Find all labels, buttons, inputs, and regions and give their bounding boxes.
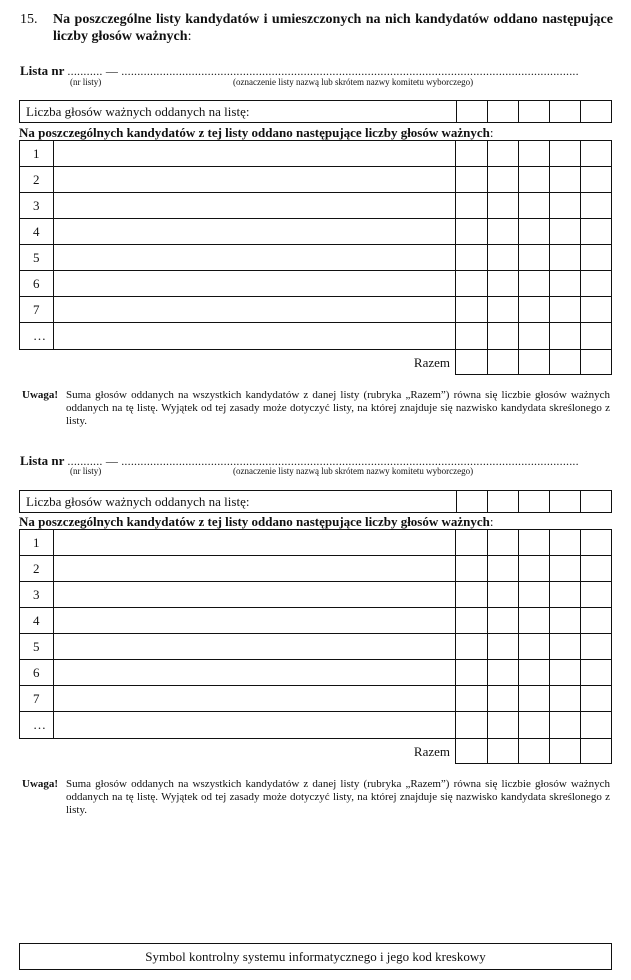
row-cells (455, 323, 611, 349)
digit-cell[interactable] (518, 349, 549, 374)
digit-cell[interactable] (487, 491, 518, 512)
digit-cell[interactable] (549, 686, 580, 711)
digit-cell[interactable] (518, 634, 549, 659)
digit-cell[interactable] (456, 167, 487, 192)
digit-cell[interactable] (518, 660, 549, 685)
digit-cell[interactable] (487, 582, 518, 607)
digit-cell[interactable] (487, 245, 518, 270)
digit-cell[interactable] (456, 323, 487, 349)
row-cells (455, 167, 611, 192)
digit-cell[interactable] (456, 738, 487, 763)
digit-cell[interactable] (456, 582, 487, 607)
digit-cell[interactable] (549, 101, 580, 122)
lista-nr-field[interactable]: ........... — ............................................................................................................................................... (67, 64, 579, 78)
oznaczenie-listy-hint: (oznaczenie listy nazwą lub skrótem nazwy komitetu wyborczego) (233, 466, 474, 476)
row-number: 3 (20, 582, 54, 607)
table-row (20, 297, 611, 323)
digit-cell[interactable] (487, 101, 518, 122)
digit-cell[interactable] (549, 141, 580, 166)
digit-cell[interactable] (456, 219, 487, 244)
digit-cell[interactable] (549, 530, 580, 555)
row-cells (455, 271, 611, 296)
digit-cell[interactable] (580, 323, 611, 349)
digit-cell[interactable] (456, 530, 487, 555)
digit-cell[interactable] (487, 271, 518, 296)
row-number: 6 (20, 271, 54, 296)
row-cells (455, 245, 611, 270)
digit-cell[interactable] (518, 219, 549, 244)
digit-cell[interactable] (456, 712, 487, 738)
table-row (20, 634, 611, 660)
digit-cell[interactable] (580, 271, 611, 296)
lista-nr-label: Lista nr (20, 63, 65, 78)
digit-cell[interactable] (549, 608, 580, 633)
table-row (20, 245, 611, 271)
uwaga-text: Suma głosów oddanych na wszystkich kandydatów z danej listy (rubryka „Razem”) równa się liczbie głosów ważnych oddanych na tę listę. Wyjątek od tej zasady może dotyczyć listy, na której znajduje się nazwisko kandydata skreślonego z listy. (66, 389, 610, 427)
digit-cell[interactable] (456, 193, 487, 218)
digit-cell[interactable] (487, 193, 518, 218)
digit-cell[interactable] (487, 530, 518, 555)
candidates-title: Na poszczególnych kandydatów z tej listy oddano następujące liczby głosów ważnych: (19, 514, 494, 529)
digit-cell[interactable] (487, 323, 518, 349)
digit-cell[interactable] (580, 101, 611, 122)
digit-cell[interactable] (580, 608, 611, 633)
candidates-table (19, 140, 612, 350)
digit-cell[interactable] (456, 660, 487, 685)
row-cells (455, 712, 611, 738)
row-number: 2 (20, 167, 54, 192)
row-number: 3 (20, 193, 54, 218)
digit-cell[interactable] (518, 193, 549, 218)
table-row (20, 712, 611, 738)
digit-cell[interactable] (487, 141, 518, 166)
digit-cell[interactable] (580, 634, 611, 659)
digit-cell[interactable] (518, 141, 549, 166)
row-number: 6 (20, 660, 54, 685)
digit-cell[interactable] (518, 245, 549, 270)
digit-cell[interactable] (549, 271, 580, 296)
digit-cell[interactable] (549, 297, 580, 322)
digit-cell[interactable] (456, 101, 487, 122)
digit-cell[interactable] (518, 582, 549, 607)
nr-listy-hint: (nr listy) (70, 77, 102, 87)
uwaga-label: Uwaga! (22, 778, 59, 790)
digit-cell[interactable] (580, 245, 611, 270)
digit-cell[interactable] (580, 193, 611, 218)
digit-cell[interactable] (549, 582, 580, 607)
digit-cell[interactable] (518, 738, 549, 763)
digit-cell[interactable] (549, 219, 580, 244)
candidates-title: Na poszczególnych kandydatów z tej listy oddano następujące liczby głosów ważnych: (19, 125, 494, 140)
digit-cell[interactable] (487, 167, 518, 192)
row-cells (455, 686, 611, 711)
table-row (20, 219, 611, 245)
digit-cell[interactable] (456, 608, 487, 633)
table-row (20, 193, 611, 219)
row-number: 1 (20, 141, 54, 166)
uwaga-text: Suma głosów oddanych na wszystkich kandydatów z danej listy (rubryka „Razem”) równa się liczbie głosów ważnych oddanych na tę listę. Wyjątek od tej zasady może dotyczyć listy, na której znajduje się nazwisko kandydata skreślonego z listy. (66, 778, 610, 816)
row-number: 4 (20, 608, 54, 633)
uwaga-note (22, 389, 612, 429)
digit-cell[interactable] (518, 101, 549, 122)
liczba-glosow-label: Liczba głosów ważnych oddanych na listę: (26, 494, 250, 509)
lista-nr-field[interactable]: ........... — ............................................................................................................................................... (67, 454, 579, 468)
liczba-glosow-cells (456, 101, 611, 122)
digit-cell[interactable] (487, 608, 518, 633)
digit-cell[interactable] (456, 297, 487, 322)
row-number: … (20, 712, 54, 738)
digit-cell[interactable] (549, 167, 580, 192)
digit-cell[interactable] (518, 491, 549, 512)
digit-cell[interactable] (518, 323, 549, 349)
razem-row (19, 349, 612, 375)
table-row (20, 323, 611, 349)
digit-cell[interactable] (487, 556, 518, 581)
lista-nr-label: Lista nr (20, 453, 65, 468)
digit-cell[interactable] (549, 323, 580, 349)
barcode-symbol-box (19, 943, 612, 970)
digit-cell[interactable] (549, 193, 580, 218)
row-number: 7 (20, 297, 54, 322)
row-cells (455, 634, 611, 659)
digit-cell[interactable] (580, 582, 611, 607)
digit-cell[interactable] (580, 141, 611, 166)
liczba-glosow-row (19, 490, 612, 513)
digit-cell[interactable] (518, 686, 549, 711)
row-cells (455, 582, 611, 607)
digit-cell[interactable] (518, 712, 549, 738)
digit-cell[interactable] (580, 712, 611, 738)
razem-row (19, 738, 612, 764)
candidates-table (19, 529, 612, 739)
row-number: 4 (20, 219, 54, 244)
digit-cell[interactable] (487, 634, 518, 659)
row-cells (455, 660, 611, 685)
digit-cell[interactable] (456, 634, 487, 659)
digit-cell[interactable] (580, 491, 611, 512)
liczba-glosow-row (19, 100, 612, 123)
row-number: 1 (20, 530, 54, 555)
table-row (20, 608, 611, 634)
row-cells (455, 193, 611, 218)
table-row (20, 167, 611, 193)
section-number: 15. (20, 12, 38, 27)
digit-cell[interactable] (580, 219, 611, 244)
digit-cell[interactable] (487, 738, 518, 763)
razem-cells (455, 349, 612, 375)
digit-cell[interactable] (518, 530, 549, 555)
row-number: 5 (20, 634, 54, 659)
digit-cell[interactable] (456, 271, 487, 296)
digit-cell[interactable] (487, 686, 518, 711)
digit-cell[interactable] (518, 297, 549, 322)
uwaga-label: Uwaga! (22, 389, 59, 401)
digit-cell[interactable] (456, 349, 487, 374)
digit-cell[interactable] (456, 245, 487, 270)
row-cells (455, 141, 611, 166)
table-row (20, 141, 611, 167)
digit-cell[interactable] (456, 686, 487, 711)
row-cells (455, 530, 611, 555)
digit-cell[interactable] (456, 556, 487, 581)
digit-cell[interactable] (518, 608, 549, 633)
digit-cell[interactable] (456, 141, 487, 166)
table-row (20, 582, 611, 608)
nr-listy-hint: (nr listy) (70, 466, 102, 476)
razem-cells (455, 738, 612, 764)
row-cells (455, 297, 611, 322)
digit-cell[interactable] (549, 245, 580, 270)
row-cells (455, 556, 611, 581)
barcode-symbol-label: Symbol kontrolny systemu informatycznego i jego kod kreskowy (145, 949, 486, 964)
table-row (20, 660, 611, 686)
digit-cell[interactable] (580, 349, 611, 374)
digit-cell[interactable] (580, 738, 611, 763)
digit-cell[interactable] (487, 219, 518, 244)
row-cells (455, 219, 611, 244)
uwaga-note (22, 778, 612, 818)
digit-cell[interactable] (487, 297, 518, 322)
digit-cell[interactable] (518, 167, 549, 192)
table-row (20, 530, 611, 556)
digit-cell[interactable] (580, 167, 611, 192)
table-row (20, 271, 611, 297)
digit-cell[interactable] (549, 634, 580, 659)
liczba-glosow-cells (456, 491, 611, 512)
digit-cell[interactable] (580, 660, 611, 685)
liczba-glosow-label: Liczba głosów ważnych oddanych na listę: (26, 104, 250, 119)
digit-cell[interactable] (580, 686, 611, 711)
row-cells (455, 608, 611, 633)
digit-cell[interactable] (518, 271, 549, 296)
digit-cell[interactable] (487, 660, 518, 685)
digit-cell[interactable] (549, 660, 580, 685)
row-number: 5 (20, 245, 54, 270)
table-row (20, 556, 611, 582)
oznaczenie-listy-hint: (oznaczenie listy nazwą lub skrótem nazwy komitetu wyborczego) (233, 77, 474, 87)
digit-cell[interactable] (549, 556, 580, 581)
row-number: 7 (20, 686, 54, 711)
digit-cell[interactable] (487, 349, 518, 374)
digit-cell[interactable] (549, 712, 580, 738)
digit-cell[interactable] (580, 556, 611, 581)
digit-cell[interactable] (549, 738, 580, 763)
row-number: … (20, 323, 54, 349)
digit-cell[interactable] (487, 712, 518, 738)
digit-cell[interactable] (580, 530, 611, 555)
razem-label: Razem (413, 744, 450, 759)
digit-cell[interactable] (518, 556, 549, 581)
digit-cell[interactable] (456, 491, 487, 512)
table-row (20, 686, 611, 712)
section-title: Na poszczególne listy kandydatów i umieszczonych na nich kandydatów oddano następujące liczby głosów ważnych: (53, 12, 613, 44)
digit-cell[interactable] (580, 297, 611, 322)
razem-label: Razem (413, 355, 450, 370)
digit-cell[interactable] (549, 491, 580, 512)
digit-cell[interactable] (549, 349, 580, 374)
row-number: 2 (20, 556, 54, 581)
